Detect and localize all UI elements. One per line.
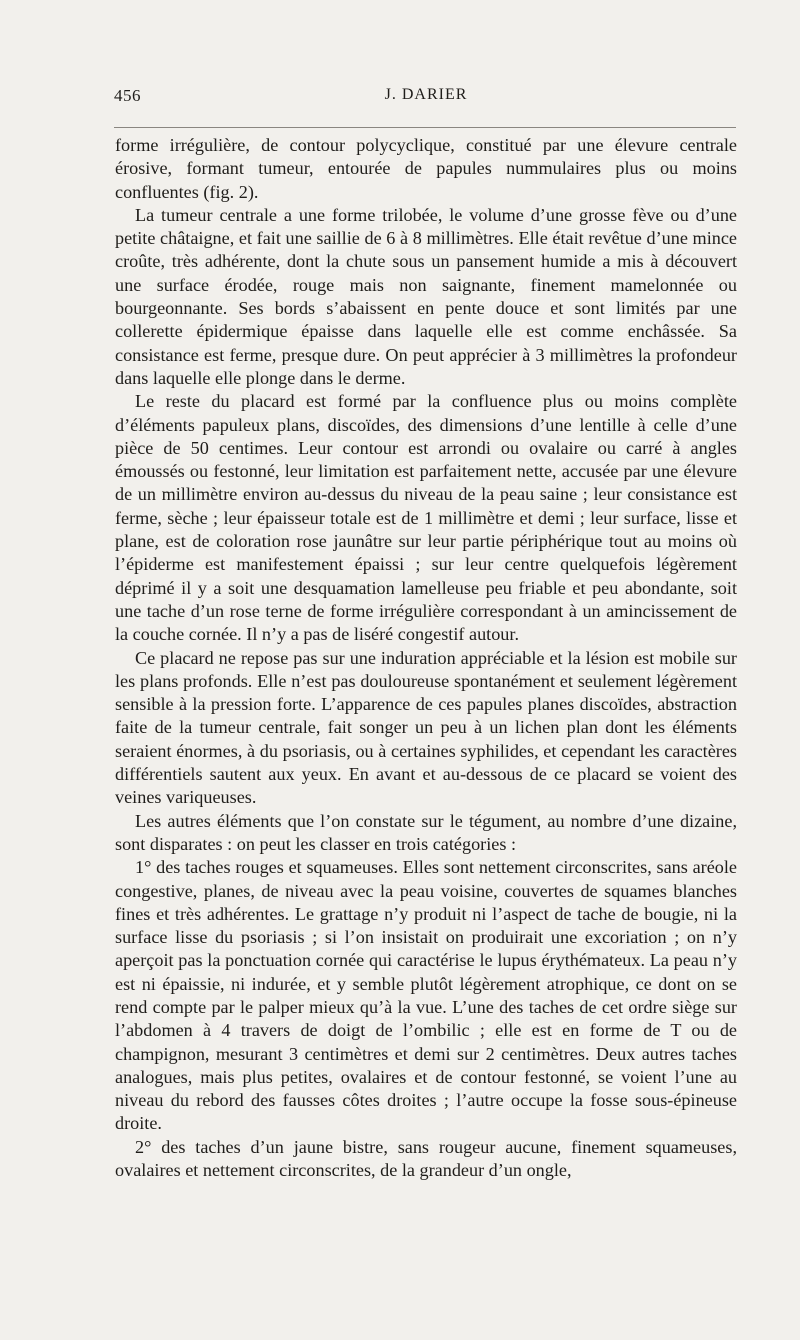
paragraph-6: 1° des taches rouges et squameuses. Elles sont nettement circonscrites, sans aréole congestive, planes, de niveau avec la peau voisine, couvertes de squames blanches fines et très adhérentes. Le grattage n’y produit ni l’aspect de tache de bougie, ni la surface lisse du psoriasis ; si l’on insistait on produirait une excoriation ; on n’y aperçoit pas la ponctuation cornée qui caractérise le lupus érythémateux. La peau n’y est ni épaissie, ni indurée, et y semble plutôt légèrement atrophique, ce dont on se rend compte par le palper mieux qu’à la vue. L’une des taches de cet ordre siège sur l’abdomen à 4 travers de doigt de l’ombilic ; elle est en forme de T ou de champignon, mesurant 3 centimètres et demi sur 2 centimètres. Deux autres taches analogues, mais plus petites, ovalaires et de contour festonné, se voient l’une au niveau du rebord des fausses côtes droites ; l’autre occupe la fosse sous-épineuse droite. bbox=[115, 857, 737, 1134]
page-header bbox=[112, 86, 740, 112]
paragraph-3: Le reste du placard est formé par la confluence plus ou moins complète d’éléments papuleux plans, discoïdes, des dimensions d’une lentille à celle d’une pièce de 50 centimes. Leur contour est arrondi ou ovalaire ou carré à angles émoussés ou festonné, leur limitation est parfaitement nette, accusée par une élevure de un millimètre environ au-dessus du niveau de la peau saine ; leur consistance est ferme, sèche ; leur épaisseur totale est de 1 millimètre et demi ; leur surface, lisse et plane, est de coloration rose jaunâtre sur leur partie périphérique tout au moins où l’épiderme est manifestement épaissi ; sur leur centre quelquefois légèrement déprimé il y a soit une desquamation lamelleuse peu friable et peu abondante, soit une tache d’un rose terne de forme irrégulière correspondant à un amincissement de la couche cornée. Il n’y a pas de liséré congestif autour. bbox=[115, 391, 737, 645]
body-text bbox=[115, 134, 737, 1182]
paragraph-7: 2° des taches d’un jaune bistre, sans rougeur aucune, finement squameuses, ovalaires et nettement circonscrites, de la grandeur d’un ongle, bbox=[115, 1136, 737, 1181]
paragraph-4: Ce placard ne repose pas sur une induration appréciable et la lésion est mobile sur les plans profonds. Elle n’est pas douloureuse spontanément et seulement légèrement sensible à la pression forte. L’apparence de ces papules planes discoïdes, abstraction faite de la tumeur centrale, fait songer un peu à un lichen plan dont les éléments seraient énormes, à du psoriasis, ou à certaines syphilides, et cependant les caractères différentiels sautent aux yeux. En avant et au-dessous de ce placard se voient des veines variqueuses. bbox=[115, 647, 737, 808]
header-rule bbox=[114, 127, 736, 128]
paragraph-1: forme irrégulière, de contour polycyclique, constitué par une élevure centrale érosive, formant tumeur, entourée de papules nummulaires plus ou moins confluentes (fig. 2). bbox=[115, 135, 737, 202]
running-head-author: J. DARIER bbox=[384, 86, 468, 103]
paragraph-2: La tumeur centrale a une forme trilobée, le volume d’une grosse fève ou d’une petite châtaigne, et fait une saillie de 6 à 8 millimètres. Elle était revêtue d’une mince croûte, très adhérente, dont la chute sous un pansement humide a mis à découvert une surface érodée, rouge mais non saignante, finement mamelonnée ou bourgeonnante. Ses bords s’abaissent en pente douce et sont limités par une collerette épidermique épaisse dans laquelle elle est comme enchâssée. Sa consistance est ferme, presque dure. On peut apprécier à 3 millimètres la profondeur dans laquelle elle plonge dans le derme. bbox=[115, 204, 737, 388]
paragraph-5: Les autres éléments que l’on constate sur le tégument, au nombre d’une dizaine, sont disparates : on peut les classer en trois catégories : bbox=[115, 810, 737, 854]
page-number: 456 bbox=[114, 86, 141, 105]
